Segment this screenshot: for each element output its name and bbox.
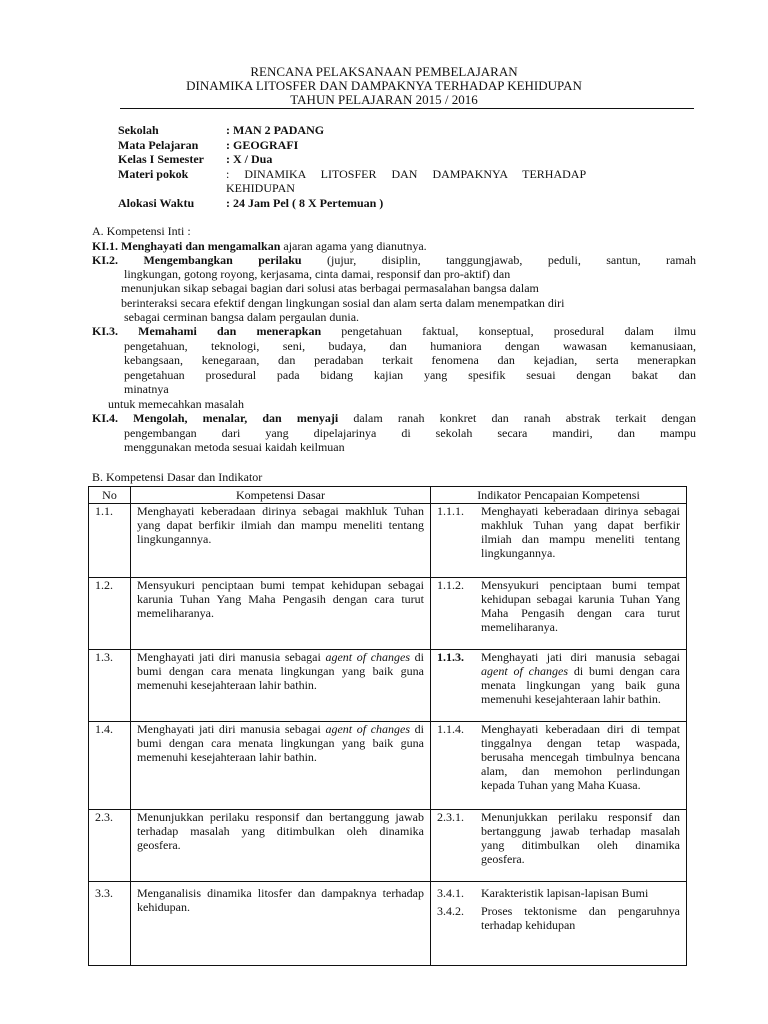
ki-number: KI.3. [92,324,119,338]
ind-text: Menghayati jati diri manusia sebagai [481,650,680,664]
table-row [89,810,687,882]
row-indicator [431,810,687,882]
row-competency: Mensyukuri penciptaan bumi tempat kehidupan sebagai karunia Tuhan Yang Maha Pengasih dengan cara turut memeliharanya. [131,578,431,650]
ki3-line4: pengetahuan prosedural pada bidang kajian yang spesifik sesuai dengan bakat dan [124,368,696,382]
identity-label: Mata Pelajaran [118,138,199,152]
row-number: 1.2. [89,578,131,650]
competency-table [88,486,687,966]
row-number: 1.4. [89,722,131,810]
row-indicator [431,722,687,810]
indicator-number: 3.4.2. [437,904,464,918]
doc-subtitle: DINAMIKA LITOSFER DAN DAMPAKNYA TERHADAP KEHIDUPAN [186,78,582,93]
header-no: No [89,487,131,504]
indicator-text: Menghayati keberadaan dirinya sebagai makhluk Tuhan yang dapat berfikir ilmiah dan mampu meneliti tentang lingkungannya. [481,504,680,560]
row-competency: Menunjukkan perilaku responsif dan bertanggung jawab terhadap masalah yang ditimbulkan oleh dinamika geosfera. [131,810,431,882]
identity-value: : X / Dua [226,152,273,166]
ki-keyword: Menghayati dan mengamalkan [121,239,281,253]
row-competency [131,650,431,722]
ki4-line2: pengembangan dari yang dipelajarinya di sekolah secara mandiri, dan mampu [124,426,696,440]
identity-label: Alokasi Waktu [118,196,195,210]
row-indicator [431,578,687,650]
ind-text: di bumi dengan cara menata lingkungan yang baik guna memenuhi kesejahteraan lahir bathin. [481,664,680,706]
ki2-line1 [92,253,696,267]
indicator-text: Menghayati keberadaan diri di tempat tinggalnya dengan tetap waspada, berusaha mencegah timbulnya bencana alam, dan memohon perlindungan kepada Tuhan yang Maha Kuasa. [481,722,680,792]
indicator-text: Karakteristik lapisan-lapisan Bumi [481,886,649,900]
table-row [89,650,687,722]
indicator-number: 3.4.1. [437,886,464,900]
row-competency: Menghayati keberadaan dirinya sebagai makhluk Tuhan yang dapat berfikir ilmiah dan mampu meneliti tentang lingkungannya. [131,504,431,578]
ki-number: KI.4. [92,411,119,425]
doc-title: RENCANA PELAKSANAAN PEMBELAJARAN [250,64,518,79]
identity-value: : DINAMIKA LITOSFER DAN DAMPAKNYA TERHADAP [226,167,587,181]
kd-text: Menghayati jati diri manusia sebagai [137,650,326,664]
identity-label: Materi pokok [118,167,189,181]
identity-value: : GEOGRAFI [226,138,299,152]
ki3-line3: kebangsaan, kenegaraan, dan peradaban terkait fenomena dan kejadian, serta menerapkan [124,353,696,367]
row-competency [131,722,431,810]
table-row [89,578,687,650]
ki-text: pengetahuan faktual, konseptual, prosedural dalam ilmu [321,324,696,338]
kd-italic: agent of changes [325,650,411,664]
title-divider [120,108,694,109]
ki-number: KI.1. [92,239,119,253]
row-number: 1.1. [89,504,131,578]
table-header-row [89,487,687,504]
identity-value: : MAN 2 PADANG [226,123,325,137]
indicator-number: 1.1.3. [437,650,464,664]
ki3-line5: minatnya [124,382,169,396]
ki-text: (jujur, disiplin, tanggungjawab, peduli, santun, ramah [301,253,696,267]
identity-value-cont: KEHIDUPAN [226,181,295,195]
identity-label: Kelas I Semester [118,152,204,166]
ki1 [92,239,696,253]
ind-italic: agent of changes [481,664,568,678]
doc-year: TAHUN PELAJARAN 2015 / 2016 [290,92,478,107]
ki4-line1 [92,411,696,425]
row-indicator [431,504,687,578]
kd-text: di bumi dengan cara menata lingkungan yang baik guna memenuhi kesejahteraan lahir bathin. [137,722,424,764]
kd-text: di bumi dengan cara menata lingkungan yang baik guna memenuhi kesejahteraan lahir bathin. [137,650,424,692]
ki3-line2: pengetahuan, teknologi, seni, budaya, dan humaniora dengan wawasan kemanusiaan, [124,339,696,353]
row-indicator [431,882,687,966]
indicator-number: 1.1.4. [437,722,464,736]
indicator-text: Proses tektonisme dan pengaruhnya terhadap kehidupan [481,904,680,932]
ki-text: dalam ranah konkret dan ranah abstrak terkait dengan [338,411,696,425]
ki2-line5: sebagai cerminan bangsa dalam pergaulan dunia. [124,310,360,324]
row-number: 2.3. [89,810,131,882]
row-competency: Menganalisis dinamika litosfer dan dampaknya terhadap kehidupan. [131,882,431,966]
ki2-line2: lingkungan, gotong royong, kerjasama, cinta damai, responsif dan pro-aktif) dan [124,267,511,281]
row-number: 1.3. [89,650,131,722]
ki2-line3: menunjukan sikap sebagai bagian dari solusi atas berbagai permasalahan bangsa dalam [121,281,539,295]
kd-italic: agent of changes [325,722,411,736]
ki-text: ajaran agama yang dianutnya. [280,239,427,253]
ki-number: KI.2. [92,253,119,267]
indicator-text [481,650,680,706]
table-row [89,504,687,578]
ki-keyword: Mengembangkan perilaku [143,253,302,267]
ki4-line3: menggunakan metoda sesuai kaidah keilmuan [124,440,345,454]
indicator-number: 1.1.1. [437,504,464,518]
indicator-number: 1.1.2. [437,578,464,592]
row-number: 3.3. [89,882,131,966]
ki-keyword: Mengolah, menalar, dan menyaji [133,411,339,425]
kd-text: Menghayati jati diri manusia sebagai [137,722,326,736]
ki3-line6: untuk memecahkan masalah [108,397,244,411]
row-indicator [431,650,687,722]
table-row [89,882,687,966]
section-a-title: A. Kompetensi Inti : [92,224,191,238]
identity-value: : 24 Jam Pel ( 8 X Pertemuan ) [226,196,384,210]
ki3-line1 [92,324,696,338]
ki-keyword: Memahami dan menerapkan [138,324,322,338]
header-indicator: Indikator Pencapaian Kompetensi [431,487,687,504]
table-row [89,722,687,810]
section-b-title: B. Kompetensi Dasar dan Indikator [92,470,263,484]
header-kd: Kompetensi Dasar [131,487,431,504]
indicator-text: Menunjukkan perilaku responsif dan bertanggung jawab terhadap masalah yang ditimbulkan oleh dinamika geosfera. [481,810,680,866]
indicator-text: Mensyukuri penciptaan bumi tempat kehidupan sebagai karunia Tuhan Yang Maha Pengasih dengan cara turut memeliharanya. [481,578,680,634]
ki2-line4: berinteraksi secara efektif dengan lingkungan sosial dan alam serta dalam menempatkan diri [121,296,565,310]
indicator-number: 2.3.1. [437,810,464,824]
identity-label: Sekolah [118,123,159,137]
